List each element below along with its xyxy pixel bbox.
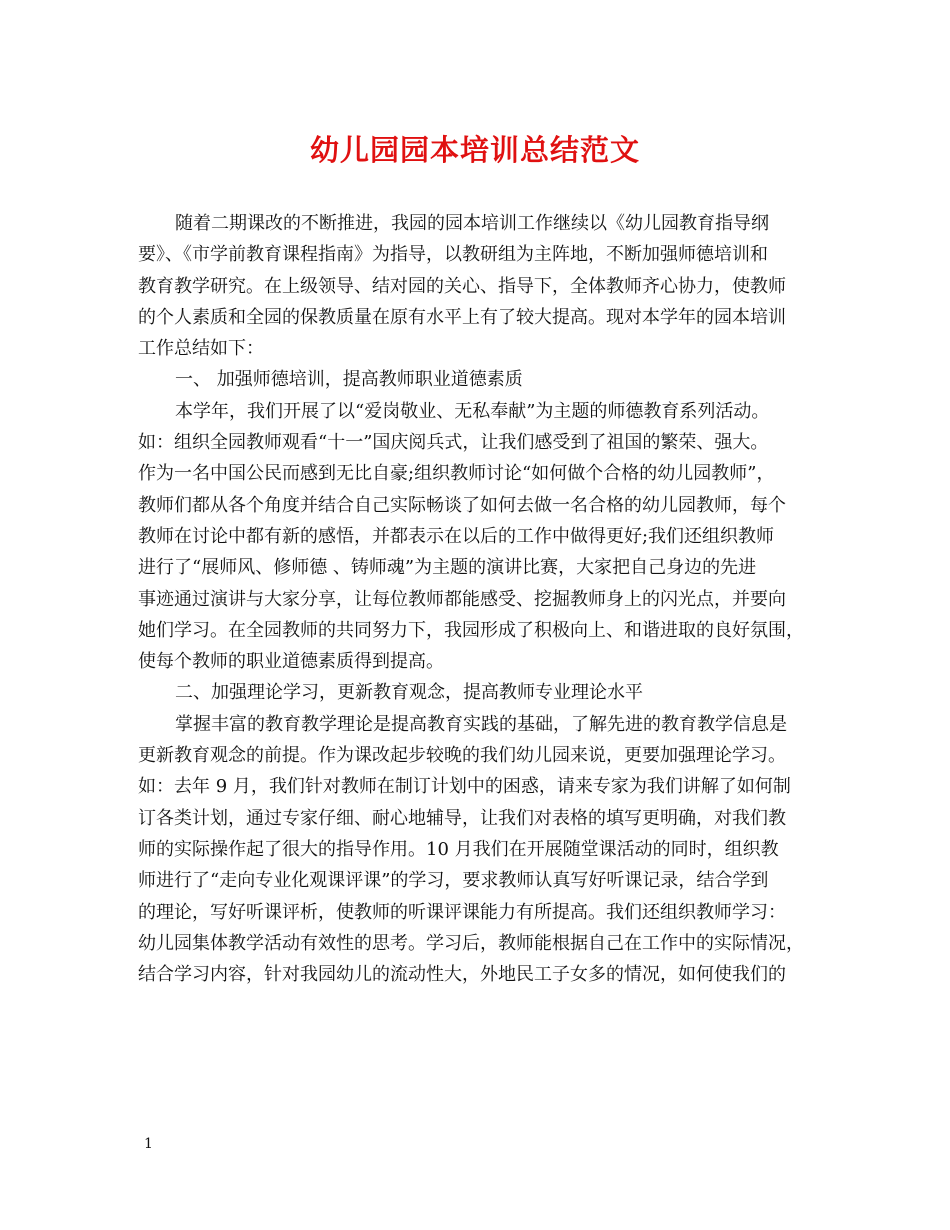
text-line: 她们学习。在全园教师的共同努力下，我园形成了积极向上、和谐进取的良好氛围， bbox=[138, 619, 804, 641]
document-title: 幼儿园园本培训总结范文 bbox=[309, 133, 640, 167]
text-line: 更新教育观念的前提。作为课改起步较晚的我们幼儿园来说，更要加强理论学习。 bbox=[138, 745, 786, 767]
text-line: 教育教学研究。在上级领导、结对园的关心、指导下，全体教师齐心协力，使教师 bbox=[138, 275, 786, 297]
section-heading: 一、 加强师德培训，提高教师职业道德素质 bbox=[175, 369, 523, 391]
text-line: 要》、《市学前教育课程指南》为指导，以教研组为主阵地，不断加强师德培训和 bbox=[138, 244, 768, 266]
text-line: 教师们都从各个角度并结合自己实际畅谈了如何去做一名合格的幼儿园教师，每个 bbox=[138, 494, 786, 516]
page-number: 1 bbox=[144, 1136, 153, 1152]
section-heading: 二、加强理论学习，更新教育观念，提高教师专业理论水平 bbox=[175, 682, 643, 704]
text-line: 本学年，我们开展了以“爱岗敬业、无私奉献”为主题的师德教育系列活动。 bbox=[175, 400, 770, 422]
text-line: 教师在讨论中都有新的感悟，并都表示在以后的工作中做得更好;我们还组织教师 bbox=[138, 525, 775, 547]
text-line: 师的实际操作起了很大的指导作用。10 月我们在开展随堂课活动的同时，组织教 bbox=[138, 838, 779, 860]
text-line: 作为一名中国公民而感到无比自豪;组织教师讨论“如何做个合格的幼儿园教师”， bbox=[138, 463, 775, 485]
document-body bbox=[138, 208, 822, 990]
text-line: 掌握丰富的教育教学理论是提高教育实践的基础，了解先进的教育教学信息是 bbox=[175, 713, 787, 735]
text-line: 幼儿园集体教学活动有效性的思考。学习后，教师能根据自己在工作中的实际情况， bbox=[138, 932, 804, 954]
text-line: 师进行了“走向专业化观课评课”的学习，要求教师认真写好听课记录，结合学到 bbox=[138, 870, 769, 892]
text-line: 如：去年 9 月，我们针对教师在制订计划中的困惑，请来专家为我们讲解了如何制 bbox=[138, 776, 791, 798]
text-line: 结合学习内容，针对我园幼儿的流动性大，外地民工子女多的情况，如何使我们的 bbox=[138, 964, 786, 986]
text-line: 如：组织全园教师观看“十一”国庆阅兵式，让我们感受到了祖国的繁荣、强大。 bbox=[138, 432, 769, 454]
text-line: 进行了“展师风、修师德 、铸师魂”为主题的演讲比赛，大家把自己身边的先进 bbox=[138, 557, 757, 579]
text-line: 事迹通过演讲与大家分享，让每位教师都能感受、挖掘教师身上的闪光点，并要向 bbox=[138, 588, 786, 610]
text-line: 使每个教师的职业道德素质得到提高。 bbox=[138, 651, 444, 673]
text-line: 的个人素质和全园的保教质量在原有水平上有了较大提高。现对本学年的园本培训 bbox=[138, 306, 786, 328]
text-line: 工作总结如下： bbox=[138, 338, 264, 360]
text-line: 订各类计划，通过专家仔细、耐心地辅导，让我们对表格的填写更明确，对我们教 bbox=[138, 807, 786, 829]
text-line: 随着二期课改的不断推进，我园的园本培训工作继续以《幼儿园教育指导纲 bbox=[175, 213, 769, 234]
text-line: 的理论，写好听课评析，使教师的听课评课能力有所提高。我们还组织教师学习： bbox=[138, 901, 786, 923]
